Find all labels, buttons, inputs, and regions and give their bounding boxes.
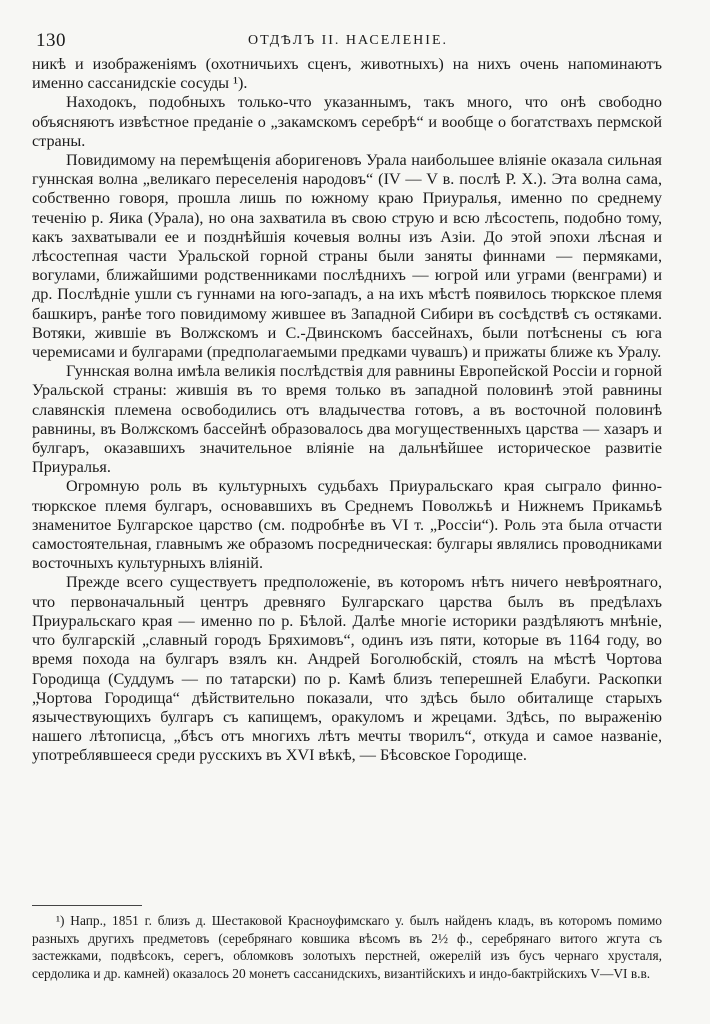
paragraph: Гуннская волна имѣла великія послѣдствія для равнины Европейской Россіи и горной Уральской страны: жившія въ то время только въ западной половинѣ этой равнины славянскія племена освободились отъ владычества готовъ, а въ восточной половинѣ равнины, въ Волжскомъ бассейнѣ образовалось два могущественныхъ царства — хазаръ и булгаръ, оказавшихъ значительное вліяніе на дальнѣйшее историческое развитіе Приуралья. <box>32 362 662 477</box>
running-head: ОТДѢЛЪ II. НАСЕЛЕНІЕ. <box>247 33 449 48</box>
page-header <box>36 30 660 52</box>
footnote-mark: ¹) <box>56 913 65 928</box>
paragraph: Находокъ, подобныхъ только-что указаннымъ, такъ много, что онѣ свободно объясняютъ извѣстное преданіе о „закамскомъ серебрѣ“ и вообще о богатствахъ пермской страны. <box>32 93 662 150</box>
paragraph: никѣ и изображеніямъ (охотничьихъ сценъ, животныхъ) на нихъ очень напоминаютъ именно сассанидскіе сосуды ¹). <box>32 55 662 93</box>
paragraph: Прежде всего существуетъ предположеніе, въ которомъ нѣтъ ничего невѣроятнаго, что первоначальный центръ древняго Булгарскаго царства былъ въ предѣлахъ Приуральскаго края — именно по р. Бѣлой. Далѣе многіе историки раздѣляютъ мнѣніе, что булгарскій „славный городъ Бряхимовъ“, одинъ изъ пяти, которые въ 1164 году, во время похода на булгаръ взялъ кн. Андрей Боголюбскій, стоялъ на мѣстѣ Чортова Городища (Суддумъ — по татарски) по р. Камѣ близъ теперешней Елабуги. Раскопки „Чортова Городища“ дѣйствительно показали, что здѣсь было обиталище старыхъ язычествующихъ булгаръ съ капищемъ, оракуломъ и жрецами. Здѣсь, по выраженію нашего лѣтописца, „бѣсъ отъ многихъ лѣтъ мечты творилъ“, откуда и самое названіе, употреблявшееся среди русскихъ въ XVI вѣкѣ, — Бѣсовское Городище. <box>32 573 662 765</box>
paragraph: Повидимому на перемѣщенія аборигеновъ Урала наибольшее вліяніе оказала сильная гуннская волна „великаго переселенія народовъ“ (IV — V в. послѣ Р. Х.). Эта волна сама, собственно говоря, прошла лишь по южному краю Приуралья, именно по среднему теченію р. Яика (Урала), но она захватила въ свою струю и всю лѣсостепь, подобно тому, какъ захватывали ее и позднѣйшія кочевыя волны изъ Азіи. До этой эпохи лѣсная и лѣсостепная части Уральской горной страны были заняты финнами — пермяками, вогулами, ближайшими родственниками послѣднихъ — югрой или уграми (венграми) и др. Послѣдніе ушли съ гуннами на юго-западъ, а на ихъ мѣстѣ появилось тюркское племя башкиръ, ранѣе того повидимому жившее въ Западной Сибири въ сосѣдствѣ съ остяками. Вотяки, жившіе въ Волжскомъ и С.-Двинскомъ бассейнахъ, были потѣснены съ юга черемисами и булгарами (предполагаемыми предками чувашъ) и прижаты ближе къ Уралу. <box>32 151 662 362</box>
footnote-text: Напр., 1851 г. близъ д. Шестаковой Красноуфимскаго у. былъ найденъ кладъ, въ которомъ помимо разныхъ другихъ предметовъ (серебрянаго ковшика вѣсомъ въ 2½ ф., серебрянаго витого жгута съ застежками, подвѣсокъ, серегъ, обломковъ золотыхъ перстней, ожерелій изъ бусъ чернаго хрусталя, сердолика и др. камней) оказалось 20 монетъ сассанидскихъ, византійскихъ и индо-бактрійскихъ V—VI в.в. <box>32 913 662 981</box>
footnote <box>32 912 662 982</box>
page-number: 130 <box>36 30 66 51</box>
footnote-divider <box>32 905 142 906</box>
paragraph: Огромную роль въ культурныхъ судьбахъ Приуральскаго края сыграло финно-тюркское племя булгаръ, основавшихъ въ Среднемъ Поволжьѣ и Нижнемъ Прикамьѣ знаменитое Булгарское царство (см. подробнѣе въ VI т. „Россіи“). Роль эта была отчасти самостоятельная, главнымъ же образомъ посредническая: булгары являлись проводниками восточныхъ культурныхъ вліяній. <box>32 477 662 573</box>
body-text <box>32 55 662 766</box>
